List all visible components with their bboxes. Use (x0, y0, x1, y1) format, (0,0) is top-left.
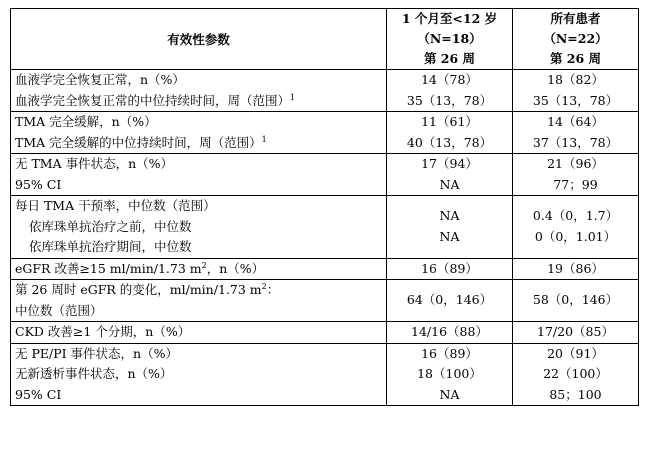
row-label-line: 血液学完全恢复正常的中位持续时间，周（范围）$^1$ (15, 92, 296, 108)
superscript: 2 (201, 260, 207, 270)
table-row (11, 322, 639, 344)
table-row (11, 196, 639, 259)
cell-value: 64（0，146） (406, 292, 493, 308)
row-value-col3 (513, 343, 639, 406)
row-value-col2 (387, 154, 513, 196)
row-label-line: 95% CI (15, 386, 62, 402)
row-label (11, 280, 387, 322)
cell-value: 16（89） (421, 260, 478, 276)
row-value-col3 (513, 196, 639, 259)
header-col2 (387, 9, 513, 70)
cell-value: 37（13，78） (532, 134, 619, 150)
header-col3-line2: （N=22） (543, 31, 608, 46)
cell-value: 0（0，1.01） (534, 228, 617, 244)
row-label (11, 322, 387, 344)
cell-value: 18（82） (547, 72, 604, 87)
table-row (11, 280, 639, 322)
row-value-col3 (513, 70, 639, 112)
row-value-col2 (387, 280, 513, 322)
row-value-col2 (387, 343, 513, 406)
cell-value: NA (439, 228, 460, 244)
cell-value: 16（89） (421, 345, 478, 361)
header-param-label: 有效性参数 (167, 32, 230, 47)
row-value-col2 (387, 70, 513, 112)
row-label (11, 154, 387, 196)
row-value-col3 (513, 258, 639, 280)
row-value-col3 (513, 280, 639, 322)
efficacy-table (10, 8, 639, 406)
cell-value: 18（100） (417, 366, 482, 381)
row-label (11, 196, 387, 259)
cell-value: 19（86） (547, 260, 604, 276)
cell-value: 58（0，146） (532, 292, 619, 308)
row-label (11, 112, 387, 154)
header-col2-line1: 1 个月至<12 岁 (401, 11, 498, 26)
header-col3-line1: 所有患者 (550, 11, 601, 26)
row-value-col3 (513, 154, 639, 196)
cell-value: 14（78） (421, 72, 478, 87)
header-param (11, 9, 387, 70)
row-label (11, 343, 387, 406)
row-label-line: eGFR 改善≥15 ml/min/1.73 $m^2$，n（%） (15, 260, 265, 276)
cell-value: 35（13，78） (532, 92, 619, 108)
cell-value: 14（64） (547, 114, 604, 129)
cell-value: 40（13，78） (406, 134, 493, 150)
cell-value: 17（94） (421, 156, 478, 171)
cell-value: NA (439, 386, 460, 402)
cell-value: 0.4（0，1.7） (532, 208, 619, 224)
row-label-line: 第 26 周时 eGFR 的变化，ml/min/1.73 $m^2$： (15, 281, 280, 297)
header-col3-line3: 第 26 周 (549, 51, 602, 66)
footnote-marker: 1 (290, 92, 296, 102)
superscript: 2 (261, 281, 267, 291)
row-label-line: 无新透析事件状态，n（%） (15, 366, 173, 381)
cell-value: 17/20（85） (537, 324, 614, 339)
header-col2-line2: （N=18） (417, 31, 482, 46)
cell-value: 85；100 (549, 386, 602, 402)
row-label-line: CKD 改善≥1 个分期，n（%） (15, 324, 191, 339)
header-col2-line3: 第 26 周 (423, 51, 476, 66)
row-label-line: 依库珠单抗治疗期间，中位数 (29, 239, 192, 254)
row-label-line: 无 TMA 事件状态，n（%） (15, 156, 174, 171)
footnote-marker: 1 (261, 134, 267, 144)
row-value-col2 (387, 112, 513, 154)
cell-value: NA (439, 208, 460, 224)
row-label-line: 血液学完全恢复正常，n（%） (15, 72, 185, 87)
row-label-line: 依库珠单抗治疗之前，中位数 (29, 218, 192, 234)
table-header-row (11, 9, 639, 70)
cell-value: 11（61） (421, 114, 478, 129)
cell-value: 20（91） (547, 345, 604, 361)
cell-value: 14/16（88） (411, 324, 488, 339)
cell-value: NA (439, 176, 460, 192)
cell-value: 21（96） (547, 156, 604, 171)
row-label-line: 每日 TMA 干预率，中位数（范围） (15, 198, 216, 213)
table-row (11, 258, 639, 280)
row-value-col3 (513, 112, 639, 154)
efficacy-table-container (10, 8, 638, 406)
table-row (11, 154, 639, 196)
table-row (11, 112, 639, 154)
header-col3 (513, 9, 639, 70)
row-label (11, 70, 387, 112)
row-value-col2 (387, 196, 513, 259)
row-label-line: TMA 完全缓解的中位持续时间，周（范围）$^1$ (15, 134, 267, 150)
row-label-line: 无 PE/PI 事件状态，n（%） (15, 345, 178, 361)
cell-value: 77；99 (553, 176, 598, 192)
row-label-line: 95% CI (15, 176, 62, 192)
row-label-line: 中位数（范围） (15, 302, 103, 318)
table-row (11, 70, 639, 112)
row-label (11, 258, 387, 280)
row-value-col2 (387, 258, 513, 280)
row-value-col3 (513, 322, 639, 344)
row-value-col2 (387, 322, 513, 344)
table-row (11, 343, 639, 406)
row-label-line: TMA 完全缓解，n（%） (15, 114, 157, 129)
cell-value: 35（13，78） (406, 92, 493, 108)
cell-value: 22（100） (543, 366, 608, 381)
